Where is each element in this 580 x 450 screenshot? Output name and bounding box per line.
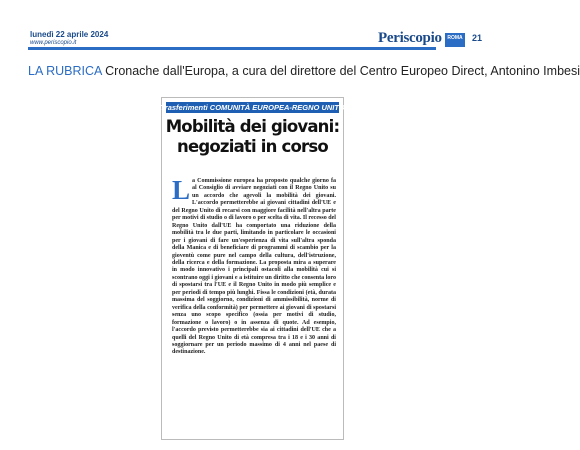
issue-date: lunedì 22 aprile 2024 [30,30,109,39]
headline-line-1: Mobilità dei giovani: [165,117,340,136]
rubric-line [28,64,580,78]
drop-cap: L [172,175,191,205]
article-box [161,97,344,440]
article-headline [162,117,343,157]
rubric-tag: LA RUBRICA [28,64,102,78]
website-url[interactable]: www.periscopio.it [30,40,77,46]
header-rule [28,47,436,50]
article-body-text: a Commissione europea ha proposto qualche giorno fa al Consiglio di avviare negoziati con il Regno Unito su un accordo che agevoli la mobilità dei giovani. L'accordo permetterebbe ai giovani cittadini dell'UE e del Regno Unito di recarsi con maggiore facilità nell'altra parte per motivi di studio o di lavoro o per scelta di vita. Il recesso del Regno Unito dall'UE ha comportato una riduzione della mobilità tra le due parti, limitando in particolare le occasioni per i giovani di fare un'esperienza di vita sull'altra sponda della Manica e di beneficiare di programmi di scambio per la gioventù come pure nel campo della cultura, dell'istruzione, della ricerca e della formazione. La proposta mira a superare in modo innovativo i principali ostacoli alla mobilità cui si scontrano oggi i giovani e a istituire un diritto che consenta loro di spostarsi tra l'UE e il Regno Unito in modo più semplice e per periodi di tempo più lunghi. Fissa le condizioni (età, durata massima del soggiorno, condizioni di ammissibilità, norme di verifica della conformità) per permettere ai giovani di spostarsi senza uno scopo specifico (ossia per motivi di studio, formazione o lavoro) o in assenza di quote. Ad esempio, l'accordo previsto permetterebbe sia ai cittadini dell'UE che a quelli del Regno Unito di età compresa tra i 18 e i 30 anni di soggiornare per un periodo massimo di 4 anni nel paese di destinazione. [172,178,336,356]
edition-badge: ROMA [445,33,465,47]
page-number: 21 [472,33,483,43]
newspaper-logo: Periscopio [378,30,442,46]
article-kicker: Trasferimenti COMUNITÀ EUROPEA-REGNO UNITO [160,103,345,112]
headline-line-2: negoziati in corso [177,137,328,156]
article-body [172,175,336,357]
rubric-description: Cronache dall'Europa, a cura del direttore del Centro Europeo Direct, Antonino Imbesi [105,64,580,78]
page-header [0,0,504,56]
